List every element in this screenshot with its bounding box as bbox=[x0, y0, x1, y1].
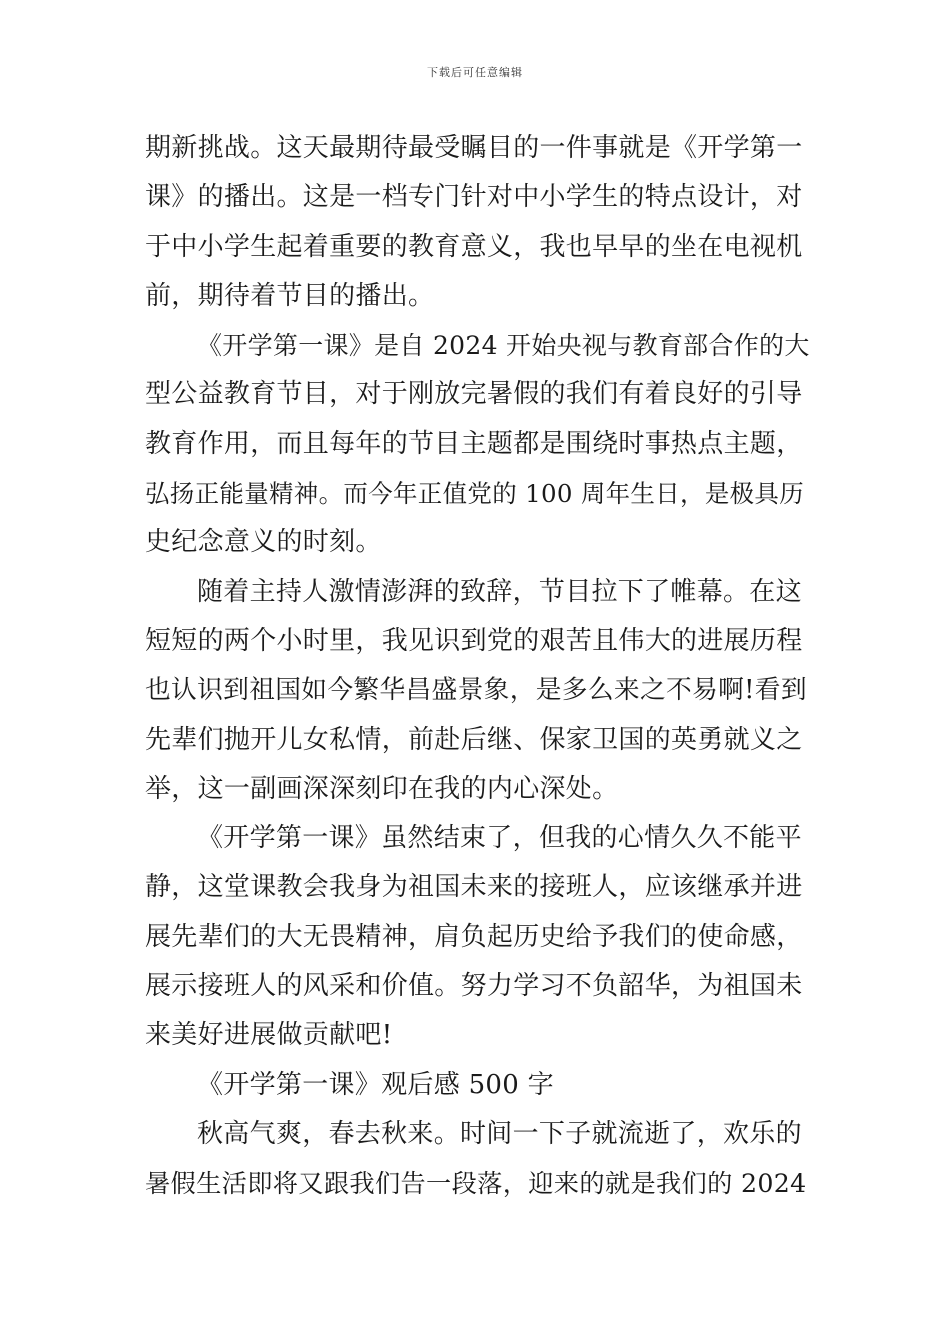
text-line: 于中小学生起着重要的教育意义，我也早早的坐在电视机 bbox=[145, 231, 803, 262]
text-line: 弘扬正能量精神。而今年正值党的 100 周年生日，是极具历 bbox=[145, 479, 805, 509]
text-line: 举，这一副画深深刻印在我的内心深处。 bbox=[145, 773, 619, 804]
text-line: 来美好进展做贡献吧! bbox=[145, 1020, 393, 1051]
text-line: 展先辈们的大无畏精神，肩负起历史给予我们的使命感， bbox=[145, 921, 803, 952]
text-line: 暑假生活即将又跟我们告一段落，迎来的就是我们的 2024 bbox=[145, 1169, 807, 1199]
header-note: 下载后可任意编辑 bbox=[427, 66, 523, 79]
text-line: 短短的两个小时里，我见识到党的艰苦且伟大的进展历程 bbox=[145, 625, 803, 656]
text-line: 也认识到祖国如今繁华昌盛景象，是多么来之不易啊!看到 bbox=[145, 675, 807, 706]
text-line: 秋高气爽，春去秋来。时间一下子就流逝了，欢乐的 bbox=[197, 1118, 802, 1149]
text-line: 前，期待着节目的播出。 bbox=[145, 280, 435, 311]
text-line: 教育作用，而且每年的节目主题都是围绕时事热点主题， bbox=[145, 428, 803, 459]
text-line: 静，这堂课教会我身为祖国未来的接班人，应该继承并进 bbox=[145, 872, 803, 903]
text-line: 《开学第一课》虽然结束了，但我的心情久久不能平 bbox=[197, 823, 802, 854]
text-line: 型公益教育节目，对于刚放完暑假的我们有着良好的引导 bbox=[145, 379, 803, 410]
text-line: 随着主持人激情澎湃的致辞，节目拉下了帷幕。在这 bbox=[197, 576, 802, 607]
body-text bbox=[145, 124, 810, 1209]
text-line: 先辈们抛开儿女私情，前赴后继、保家卫国的英勇就义之 bbox=[145, 724, 803, 755]
text-line: 史纪念意义的时刻。 bbox=[145, 527, 382, 558]
text-line: 课》的播出。这是一档专门针对中小学生的特点设计，对 bbox=[145, 182, 803, 213]
text-line: 展示接班人的风采和价值。努力学习不负韶华，为祖国未 bbox=[145, 971, 803, 1002]
text-line: 期新挑战。这天最期待最受瞩目的一件事就是《开学第一 bbox=[145, 133, 803, 163]
text-line: 《开学第一课》观后感 500 字 bbox=[197, 1069, 554, 1100]
text-line: 《开学第一课》是自 2024 开始央视与教育部合作的大 bbox=[197, 331, 810, 361]
